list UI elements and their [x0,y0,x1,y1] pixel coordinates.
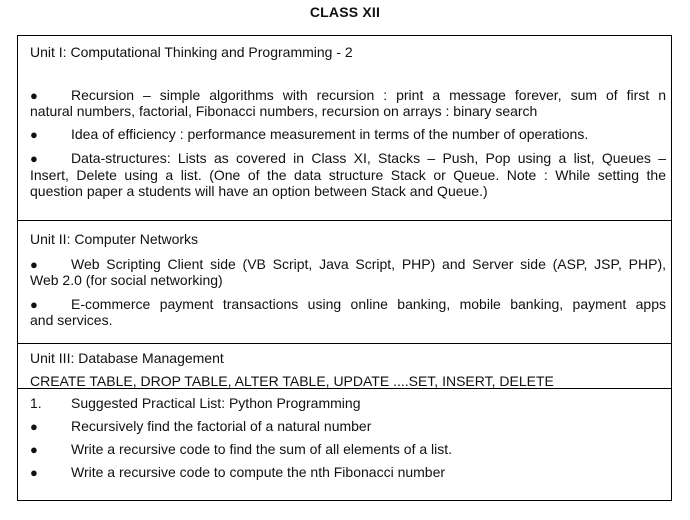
bullet-icon: ● [30,465,38,480]
unit-2-section [18,220,671,343]
unit-1-heading: Unit I: Computational Thinking and Programming - 2 [30,44,353,60]
practical-list-heading: 1. Suggested Practical List: Python Programming [30,395,361,411]
bullet-icon: ● [30,151,38,166]
unit-1-item-2: ● Idea of efficiency : performance measurement in terms of the number of operations. [30,126,589,142]
unit-2-item-2-line-1: ● E-commerce payment transactions using online banking, mobile banking, payment apps [30,296,666,312]
unit-1-section [18,36,671,220]
unit-2-item-1-line-1: ● Web Scripting Client side (VB Script, Java Script, PHP) and Server side (ASP, JSP, PHP), [30,256,666,272]
practical-list-section [18,388,671,502]
list-number: 1. [30,395,42,411]
syllabus-table [17,35,672,501]
unit-2-heading: Unit II: Computer Networks [30,231,199,247]
unit-1-item-1-line-1: ● Recursion – simple algorithms with recursion : print a message forever, sum of first n [30,87,666,103]
bullet-icon: ● [30,257,38,272]
practical-item-1: ● Recursively find the factorial of a natural number [30,418,372,434]
bullet-icon: ● [30,127,38,142]
unit-3-section [18,343,671,388]
page-title: CLASS XII [309,4,381,20]
unit-1-item-1-line-2: natural numbers, factorial, Fibonacci numbers, recursion on arrays : binary search [30,103,538,119]
unit-1-item-3-line-3: question paper a students will have an option between Stack and Queue.) [30,183,488,199]
unit-2-item-1-line-2: Web 2.0 (for social networking) [30,272,223,288]
unit-1-item-3-line-1: ● Data-structures: Lists as covered in Class XI, Stacks – Push, Pop using a list, Queues – [30,150,666,166]
unit-3-heading: Unit III: Database Management [30,350,224,366]
unit-1-item-3-line-2: Insert, Delete using a list. (One of the data structure Stack or Queue. Note : While setting the [30,167,666,183]
bullet-icon: ● [30,88,38,103]
bullet-icon: ● [30,297,38,312]
bullet-icon: ● [30,419,38,434]
unit-2-item-2-line-2: and services. [30,312,113,328]
practical-item-2: ● Write a recursive code to find the sum of all elements of a list. [30,441,453,457]
bullet-icon: ● [30,442,38,457]
practical-item-3: ● Write a recursive code to compute the nth Fibonacci number [30,464,446,480]
unit-3-content: CREATE TABLE, DROP TABLE, ALTER TABLE, UPDATE ....SET, INSERT, DELETE [30,373,554,389]
